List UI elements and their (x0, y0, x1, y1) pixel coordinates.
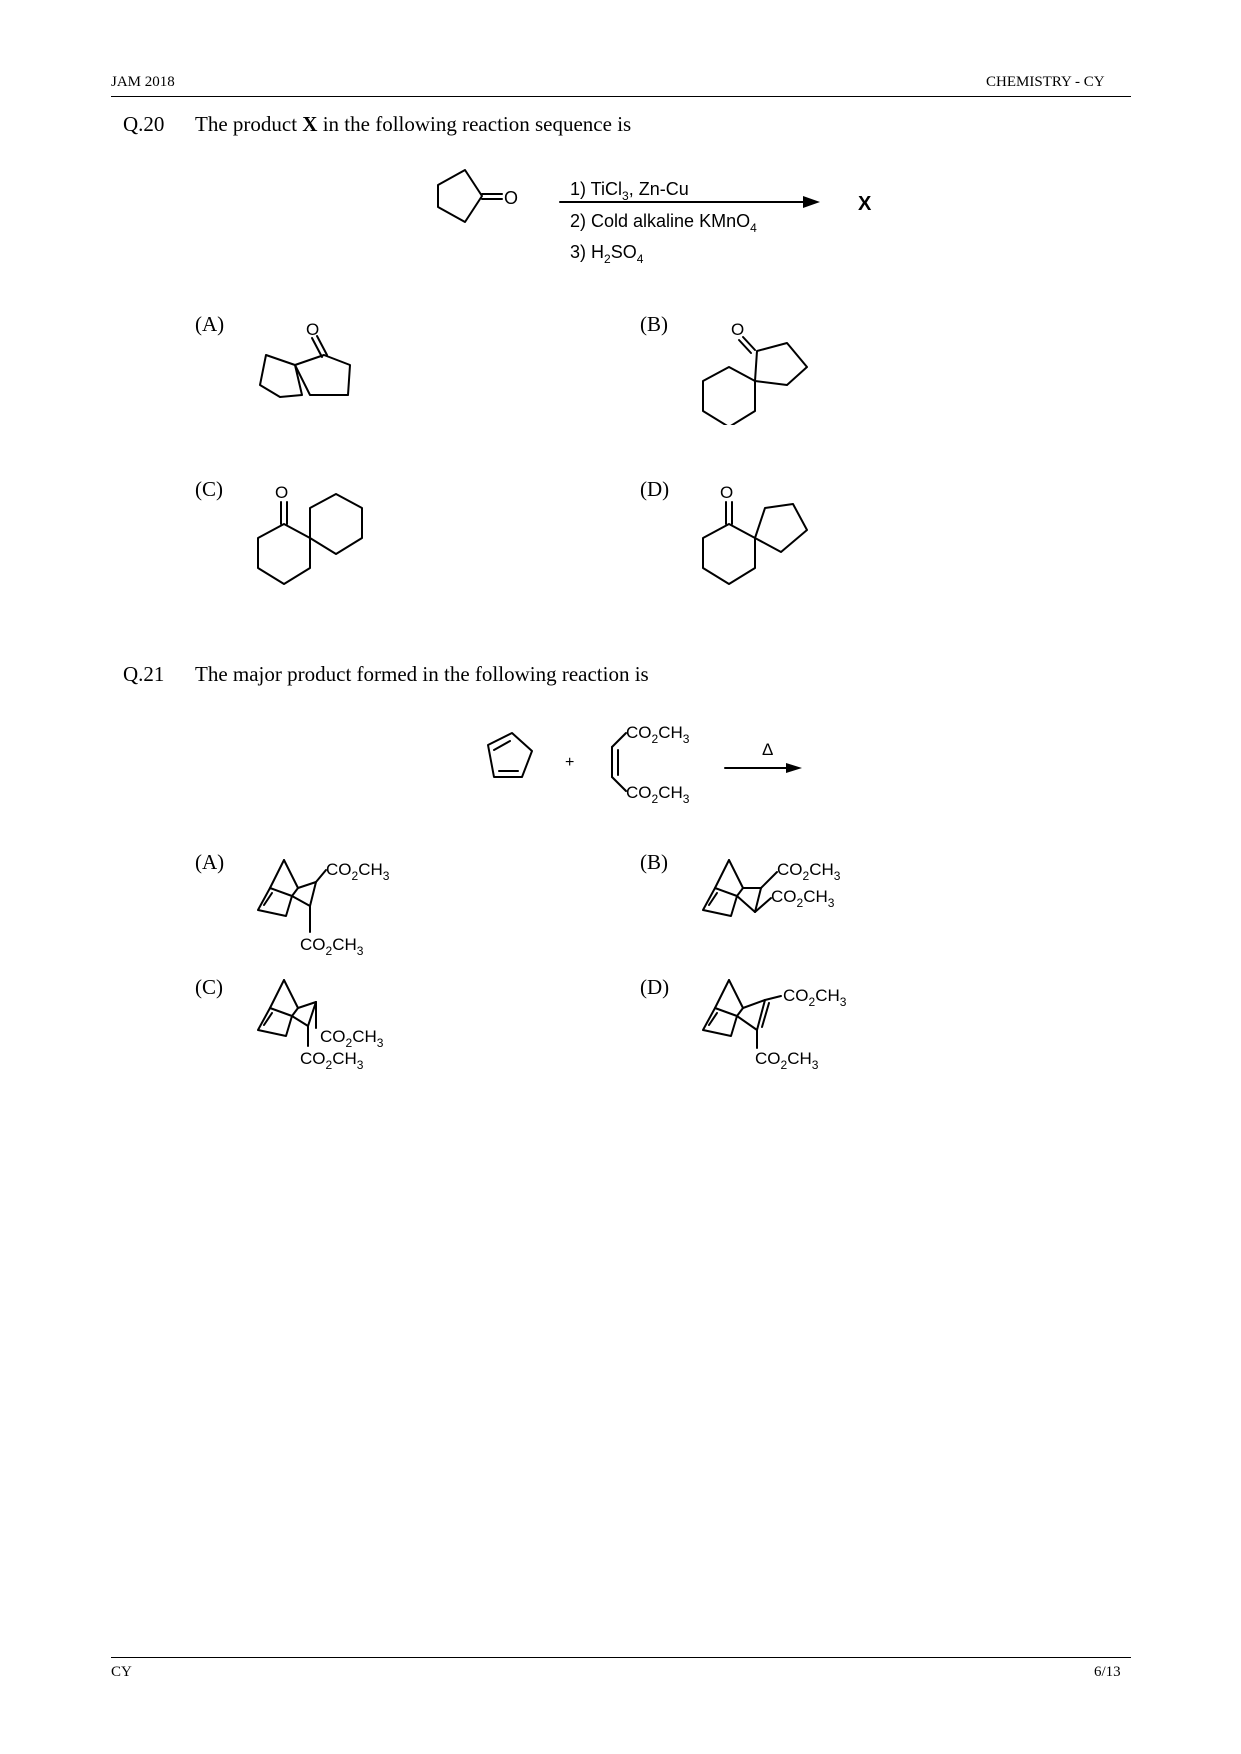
q21-opt-d-ester-2: $CO_2CH_3$ (755, 1049, 819, 1070)
q20-option-b-label: (B) (640, 312, 668, 336)
q21-maleate-ester-bottom: $CO_2CH_3$ (626, 783, 690, 805)
q21-opt-b-ester-2: $CO_2CH_3$ (771, 887, 835, 910)
q21-option-b-structure (695, 850, 875, 930)
q21-option-b-label: (B) (640, 850, 668, 874)
q21-opt-a-ester-1: $CO_2CH_3$ (326, 860, 390, 883)
q20-reagent-2: 2) Cold alkaline KMnO$_4$ (570, 211, 757, 235)
q21-option-d-label: (D) (640, 975, 670, 999)
cyclopentanone-ring (438, 170, 482, 222)
q20-option-d-structure (695, 480, 820, 590)
header-rule (111, 96, 1131, 97)
header-right: CHEMISTRY - CY (986, 74, 1105, 90)
footer-left: CY (111, 1664, 132, 1680)
q21-reaction-scheme (470, 705, 850, 805)
q20-opt-d-oxygen: O (720, 483, 734, 502)
q20-text-before: The product (195, 112, 303, 136)
q21-opt-d-ester-1: $CO_2CH_3$ (783, 986, 847, 1009)
q20-text-bold: X (302, 112, 318, 136)
q21-heat-symbol: Δ (762, 740, 774, 759)
footer-right: 6/13 (1094, 1664, 1121, 1680)
q21-option-d-structure (695, 970, 875, 1070)
q21-option-c-structure (250, 970, 430, 1070)
q20-oxygen-label: O (504, 188, 519, 208)
q20-option-d-label: (D) (640, 477, 670, 501)
footer-rule (111, 1657, 1131, 1658)
q20-opt-a-oxygen: O (306, 320, 320, 339)
question-text-21: The major product formed in the following reaction is (195, 662, 649, 686)
q21-option-a-structure (250, 850, 430, 965)
q20-option-c-structure (250, 480, 375, 590)
q20-reagent-3: 3) $H_2SO_4$ (570, 242, 644, 266)
q21-option-a-label: (A) (195, 850, 225, 874)
q20-text-after: in the following reaction sequence is (317, 112, 632, 136)
question-number-21: Q.21 (123, 662, 165, 686)
q21-arrow-head (786, 763, 802, 773)
q21-opt-c-ester-1: $CO_2CH_3$ (320, 1027, 384, 1050)
q20-opt-b-oxygen: O (731, 320, 745, 339)
question-number-20: Q.20 (123, 112, 165, 136)
q20-reaction-scheme (420, 160, 900, 270)
q21-option-c-label: (C) (195, 975, 223, 999)
q20-reagent-1: 1) TiCl$_3$, Zn-Cu (570, 179, 689, 203)
q21-maleate-ester-top: $CO_2CH_3$ (626, 723, 690, 746)
q20-option-a-structure (250, 315, 370, 405)
q20-arrow-head (803, 196, 820, 208)
header-left: JAM 2018 (111, 74, 175, 90)
q20-option-c-label: (C) (195, 477, 223, 501)
question-text-20 (195, 112, 631, 137)
q21-opt-c-ester-2: $CO_2CH_3$ (300, 1049, 364, 1070)
q21-plus-sign: + (565, 754, 575, 771)
q20-product-label: X (858, 193, 872, 215)
q21-opt-a-ester-2: $CO_2CH_3$ (300, 935, 364, 958)
q20-option-a-label: (A) (195, 312, 225, 336)
q20-option-b-structure (695, 315, 825, 425)
q20-opt-c-oxygen: O (275, 483, 289, 502)
q21-opt-b-ester-1: $CO_2CH_3$ (777, 860, 841, 883)
